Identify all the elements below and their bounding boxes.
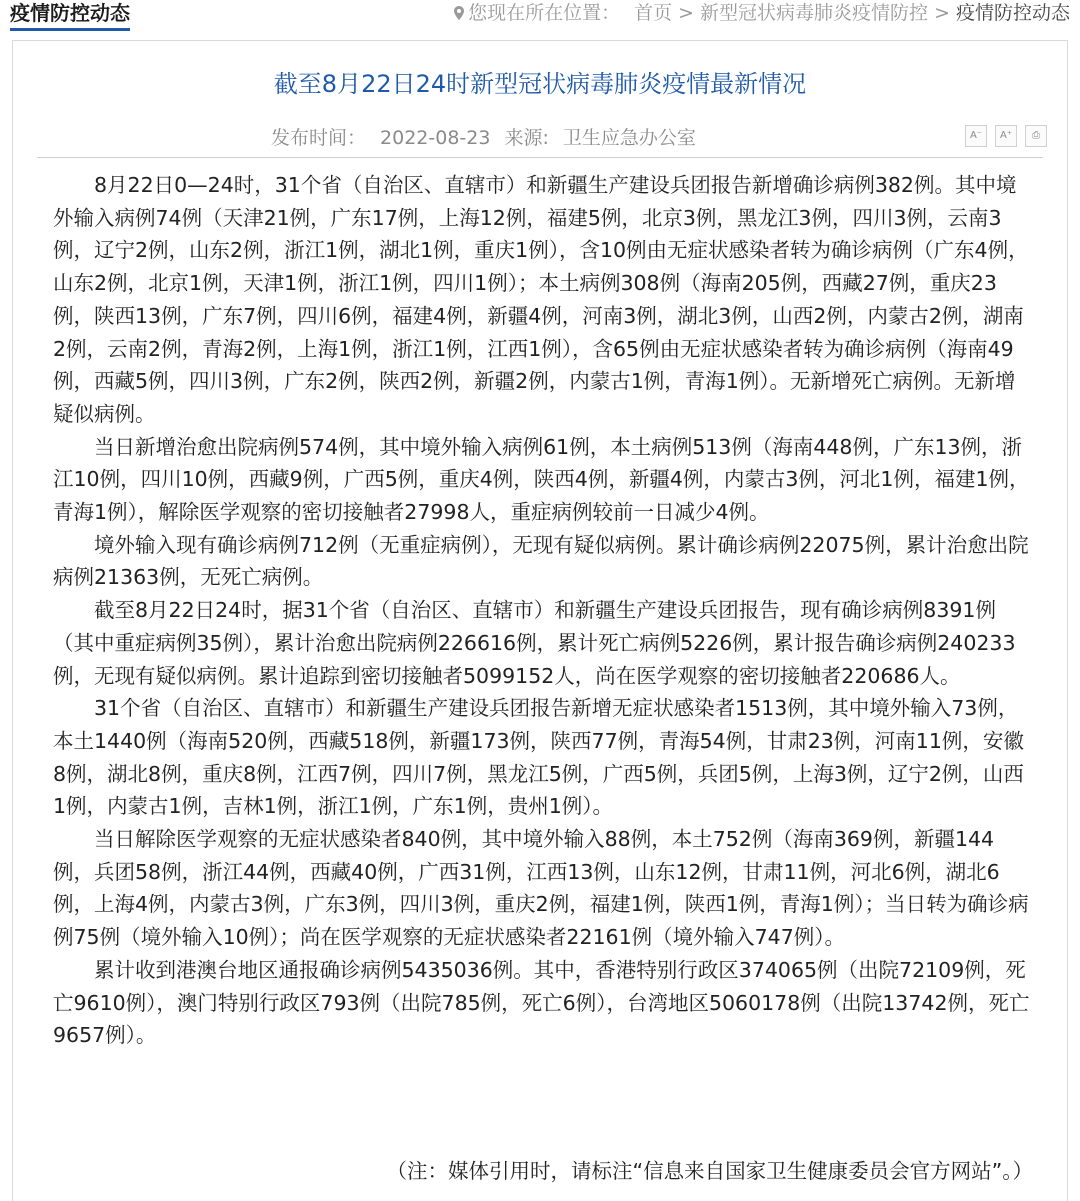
paragraph-imported-summary: 境外输入现有确诊病例712例（无重症病例），无现有疑似病例。累计确诊病例22075例，累计治愈出院病例21363例，无死亡病例。 [53,532,1029,590]
breadcrumb-separator: > [934,2,950,24]
paragraph-cumulative: 截至8月22日24时，据31个省（自治区、直辖市）和新疆生产建设兵团报告，现有确诊病例8391例（其中重症病例35例），累计治愈出院病例226616例，累计死亡病例5226例，累计报告确诊病例240233例，无现有疑似病例。累计追踪到密切接触者5099152人，尚在医学观察的密切接触者220686人。 [53,598,1016,688]
breadcrumb-separator: > [678,2,695,24]
section-title: 疫情防控动态 [10,0,130,31]
citation-note: （注：媒体引用时，请标注“信息来自国家卫生健康委员会官方网站”。） [386,1159,1033,1183]
paragraph-new-cases: 8月22日0—24时，31个省（自治区、直辖市）和新疆生产建设兵团报告新增确诊病例382例。其中境外输入病例74例（天津21例，广东17例，上海12例，福建5例，北京3例，黑龙江3例，四川3例，云南3例，辽宁2例，山东2例，浙江1例，湖北1例，重庆1例），含10例由无症状感染者转为确诊病例（广东4例，山东2例，北京1例，天津1例，浙江1例，四川1例）；本土病例308例（海南205例，西藏27例，重庆23例，陕西13例，广东7例，四川6例，福建4例，新疆4例，河南3例，湖北3例，山西2例，内蒙古2例，湖南2例，云南2例，青海2例，上海1例，浙江1例，江西1例），含65例由无症状感染者转为确诊病例（海南49例，西藏5例，四川3例，广东2例，陕西2例，新疆2例，内蒙古1例，青海1例）。无新增死亡病例。无新增疑似病例。 [53,173,1029,426]
paragraph-hk-macao-taiwan: 累计收到港澳台地区通报确诊病例5435036例。其中，香港特别行政区374065例（出院72109例，死亡9610例），澳门特别行政区793例（出院785例，死亡6例），台湾地区5060178例（出院13742例，死亡9657例）。 [53,957,1030,1048]
top-bar [0,0,1080,34]
print-button[interactable]: ⎙ [1025,125,1047,147]
article-meta [271,125,710,151]
location-pin-icon [454,6,464,20]
publish-date: 2022-08-23 [380,127,491,149]
font-smaller-button[interactable]: A⁻ [965,125,987,147]
breadcrumb-current[interactable]: 疫情防控动态 [955,2,1070,24]
font-larger-button[interactable]: A⁺ [995,125,1017,147]
breadcrumb-home-link[interactable]: 首页 [634,2,673,24]
breadcrumb [454,0,1070,26]
article-tools [965,125,1047,147]
location-label: 您现在所在位置： [468,2,621,24]
article-body [53,169,1035,1052]
article-card [12,40,1068,1201]
source-label: 来源: [504,127,549,149]
publish-label: 发布时间： [271,127,367,149]
paragraph-asymptomatic-new: 31个省（自治区、直辖市）和新疆生产建设兵团报告新增无症状感染者1513例，其中境外输入73例，本土1440例（海南520例，西藏518例，新疆173例，陕西77例，青海54例，甘肃23例，河南11例，安徽8例，湖北8例，重庆8例，江西7例，四川7例，黑龙江5例，广西5例，兵团5例，上海3例，辽宁2例，山西1例，内蒙古1例，吉林1例，浙江1例，广东1例，贵州1例）。 [53,696,1024,819]
title-divider [37,157,1043,158]
breadcrumb-covid-link[interactable]: 新型冠状病毒肺炎疫情防控 [700,2,929,24]
paragraph-recoveries: 当日新增治愈出院病例574例，其中境外输入病例61例，本土病例513例（海南448例，广东13例，浙江10例，四川10例，西藏9例，广西5例，重庆4例，陕西4例，新疆4例，内蒙古3例，河北1例，福建1例，青海1例），解除医学观察的密切接触者27998人，重症病例较前一日减少4例。 [53,434,1030,525]
paragraph-asymptomatic-released: 当日解除医学观察的无症状感染者840例，其中境外输入88例，本土752例（海南369例，新疆144例，兵团58例，浙江44例，西藏40例，广西31例，江西13例，山东12例，甘肃11例，河北6例，湖北6例，上海4例，内蒙古3例，广东3例，四川3例，重庆2例，福建1例，陕西1例，青海1例）；当日转为确诊病例75例（境外输入10例）；尚在医学观察的无症状感染者22161例（境外输入747例）。 [53,827,1029,950]
source-value: 卫生应急办公室 [562,127,696,149]
article-title: 截至8月22日24时新型冠状病毒肺炎疫情最新情况 [273,70,807,98]
